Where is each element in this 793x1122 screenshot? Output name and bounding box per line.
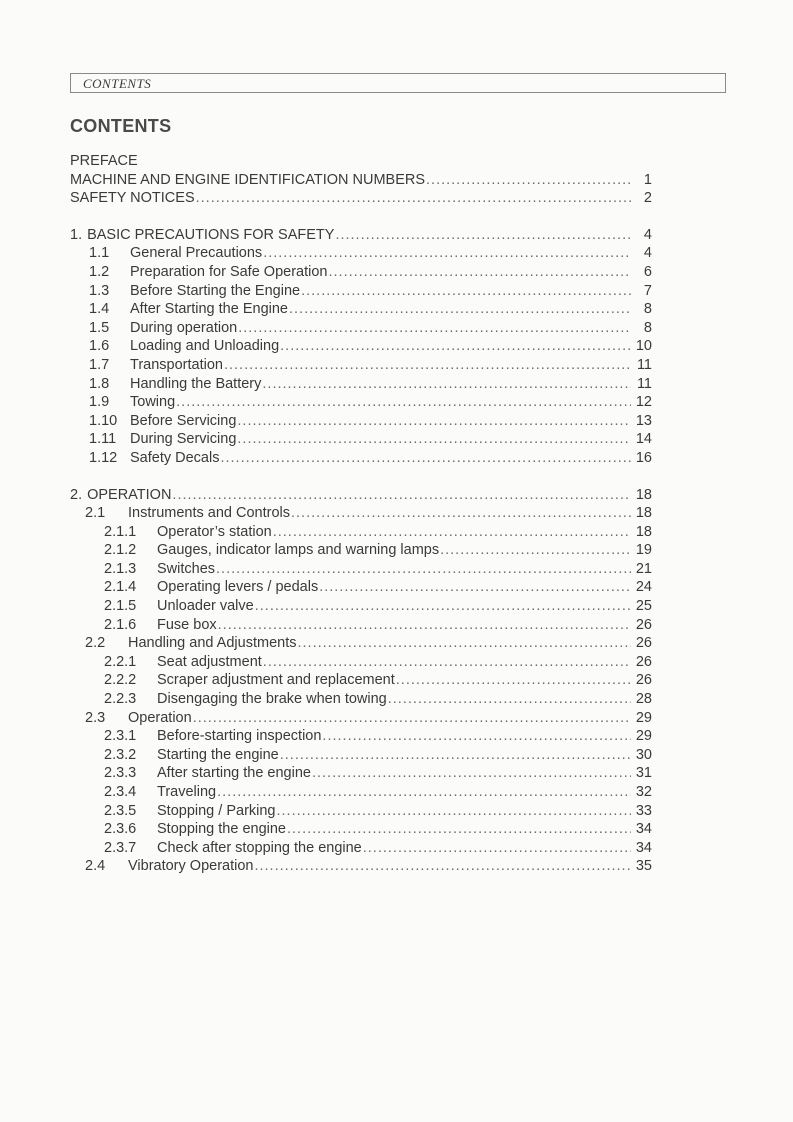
toc-page-number: 33 [635,802,652,819]
toc-section-number: 1.11 [89,431,117,448]
toc-page-number: 18 [635,505,652,522]
dot-leader [335,226,631,245]
toc-subsection-2-1-2[interactable] [70,541,652,560]
toc-chapter-number: 1. [70,226,83,243]
toc-section-title: Operator’s station [157,523,272,540]
toc-section-number: 1.2 [89,263,110,280]
toc-section-title: Before-starting inspection [157,728,322,745]
toc-page-number: 25 [635,598,652,615]
toc-subsection-2-1-4[interactable] [70,578,652,597]
dot-leader [238,319,631,338]
toc-subsection-2-3-6[interactable] [70,820,652,839]
toc-page-number: 18 [635,486,652,503]
toc-section-number: 2.1.5 [104,598,137,615]
toc-section-number: 1.7 [89,356,110,373]
toc-subsection-2-2-2[interactable] [70,671,652,690]
dot-leader [328,263,631,282]
toc-page-number: 31 [635,765,652,782]
toc-section-1-2[interactable] [70,263,652,282]
dot-leader [237,412,631,431]
dot-leader [297,634,631,653]
toc-section-number: 1.8 [89,375,110,392]
dot-leader [319,578,631,597]
dot-leader [287,820,631,839]
toc-subsection-2-3-2[interactable] [70,746,652,765]
toc-chapter-title: BASIC PRECAUTIONS FOR SAFETY [87,226,335,243]
toc-section-title: Unloader valve [157,598,254,615]
running-header [70,73,726,93]
dot-leader [176,393,631,412]
dot-leader [426,171,631,190]
dot-leader [440,541,631,560]
toc-section-2-2[interactable] [70,634,652,653]
toc-section-1-5[interactable] [70,319,652,338]
toc-chapter-1[interactable] [70,226,652,245]
toc-section-number: 2.1.2 [104,542,137,559]
toc-page-number: 7 [643,282,652,299]
toc-section-1-6[interactable] [70,337,652,356]
toc-section-title: Before Starting the Engine [130,282,301,299]
toc-section-number: 1.12 [89,449,118,466]
dot-leader [220,449,631,468]
toc-section-number: 1.9 [89,394,110,411]
dot-leader [263,244,631,263]
toc-section-title: Vibratory Operation [128,858,254,875]
toc-section-title: Switches [157,560,216,577]
toc-section-1-4[interactable] [70,300,652,319]
toc-section-1-3[interactable] [70,282,652,301]
dot-leader [301,282,631,301]
toc-page-number: 26 [635,616,652,633]
toc-entry-identification-numbers[interactable] [70,171,652,190]
toc-page-number: 12 [635,394,652,411]
toc-section-title: Safety Decals [130,449,220,466]
toc-section-number: 2.3.6 [104,821,137,838]
dot-leader [312,764,631,783]
toc-subsection-2-3-5[interactable] [70,802,652,821]
toc-subsection-2-3-1[interactable] [70,727,652,746]
toc-subsection-2-1-5[interactable] [70,597,652,616]
toc-section-title: Disengaging the brake when towing [157,691,387,708]
dot-leader [237,430,631,449]
toc-section-title: Scraper adjustment and replacement [157,672,395,689]
toc-subsection-2-3-7[interactable] [70,839,652,858]
toc-page-number: 8 [643,319,652,336]
toc-page-number: 10 [635,338,652,355]
toc-section-number: 2.3.1 [104,728,137,745]
toc-section-number: 1.10 [89,412,118,429]
toc-page-number: 34 [635,821,652,838]
toc-chapter-title: OPERATION [87,486,172,503]
toc-page-number: 34 [635,839,652,856]
toc-section-title: Transportation [130,356,223,373]
toc-entry-preface[interactable] [70,152,652,171]
dot-leader [172,486,631,505]
toc-section-number: 2.3.2 [104,746,137,763]
toc-section-title: Traveling [157,784,217,800]
toc-page-number: 6 [643,263,652,280]
dot-leader [277,802,632,821]
toc-page-number: 29 [635,728,652,745]
dot-leader [216,560,631,579]
toc-section-number: 2.1.4 [104,579,137,596]
toc-section-title: Handling and Adjustments [128,635,297,652]
dot-leader [254,857,631,876]
toc-section-2-3[interactable] [70,709,652,728]
toc-section-title: Check after stopping the engine [157,839,362,856]
dot-leader [263,653,631,672]
toc-page-number: 28 [635,691,652,708]
toc-section-title: During operation [130,319,238,336]
toc-entry-title: SAFETY NOTICES [70,190,195,207]
toc-page-number: 24 [635,579,652,596]
dot-leader [291,504,631,523]
toc-page-number: 16 [635,449,652,466]
toc-section-number: 1.1 [89,245,110,262]
toc-page-number: 21 [635,560,652,577]
toc-section-title: Loading and Unloading [130,338,280,355]
toc-page-number: 32 [635,784,652,800]
dot-leader [280,337,631,356]
toc-section-title: During Servicing [130,431,237,448]
toc-section-title: Fuse box [157,616,217,633]
toc-section-title: Operating levers / pedals [157,579,319,596]
toc-section-2-1[interactable] [70,504,652,523]
toc-section-title: Stopping / Parking [157,802,276,819]
toc-section-title: After starting the engine [157,765,311,782]
toc-section-title: Towing [130,394,176,411]
dot-leader [289,300,631,319]
dot-leader [193,709,631,728]
toc-page-number: 35 [635,858,652,875]
toc-page-number: 19 [635,542,652,559]
toc-section-title: After Starting the Engine [130,301,288,318]
toc-page-number: 29 [635,709,652,726]
toc-section-number: 2.1.6 [104,616,137,633]
dot-leader [273,523,631,542]
toc-section-number: 2.3.7 [104,839,137,856]
toc-subsection-2-2-3[interactable] [70,690,652,709]
toc-section-1-11[interactable] [70,430,652,449]
toc-section-title: Before Servicing [130,412,237,429]
toc-subsection-2-1-3[interactable] [70,560,652,579]
toc-section-number: 2.1.1 [104,523,137,540]
toc-section-1-12[interactable] [70,449,652,468]
toc-entry-title: PREFACE [70,153,138,169]
toc-page-number: 26 [635,653,652,670]
toc-section-1-9[interactable] [70,393,652,412]
toc-chapter-number: 2. [70,486,83,503]
toc-subsection-2-3-3[interactable] [70,764,652,783]
table-of-contents [70,152,652,876]
dot-leader [217,783,631,802]
toc-section-number: 2.3.3 [104,765,137,782]
toc-entry-safety-notices[interactable] [70,189,652,208]
toc-section-title: General Precautions [130,245,263,262]
toc-subsection-2-3-4[interactable] [70,783,652,802]
toc-subsection-2-2-1[interactable] [70,653,652,672]
toc-chapter-2[interactable] [70,486,652,505]
toc-section-number: 1.5 [89,319,110,336]
toc-entry-title: MACHINE AND ENGINE IDENTIFICATION NUMBERS [70,171,426,188]
toc-page-number: 11 [636,356,652,373]
dot-leader [388,690,631,709]
toc-page-number: 2 [643,190,652,207]
toc-page-number: 8 [643,301,652,318]
toc-section-2-4[interactable] [70,857,652,876]
toc-section-number: 2.4 [85,858,106,875]
dot-leader [262,375,631,394]
toc-section-title: Preparation for Safe Operation [130,263,328,280]
toc-subsection-2-1-1[interactable] [70,523,652,542]
page-title: CONTENTS [70,116,172,136]
dot-leader [218,616,631,635]
toc-page-number: 13 [635,412,652,429]
toc-section-number: 2.2.3 [104,691,137,708]
toc-page-number: 4 [643,226,652,243]
toc-page-number: 30 [635,746,652,763]
toc-section-number: 2.2.1 [104,653,137,670]
toc-section-number: 2.1 [85,505,106,522]
dot-leader [396,671,631,690]
toc-section-number: 2.3.5 [104,802,137,819]
running-header-label: CONTENTS [83,76,152,91]
toc-section-title: Instruments and Controls [128,505,290,522]
dot-leader [196,189,631,208]
toc-subsection-2-1-6[interactable] [70,616,652,635]
toc-section-title: Starting the engine [157,746,279,763]
toc-page-number: 26 [635,672,652,689]
toc-section-title: Gauges, indicator lamps and warning lamps [157,542,440,559]
toc-page-number: 26 [635,635,652,652]
toc-section-1-8[interactable] [70,375,652,394]
toc-section-number: 2.2 [85,635,106,652]
toc-page-number: 14 [635,431,652,448]
toc-section-number: 1.6 [89,338,110,355]
toc-section-title: Stopping the engine [157,821,286,838]
toc-page-number: 4 [643,245,652,262]
dot-leader [224,356,631,375]
toc-page-number: 18 [635,523,652,540]
toc-page-number: 1 [643,171,652,188]
toc-section-title: Operation [128,709,192,726]
toc-section-number: 2.3 [85,709,106,726]
toc-page-number: 11 [636,375,652,392]
toc-section-1-7[interactable] [70,356,652,375]
dot-leader [280,746,631,765]
toc-section-number: 1.3 [89,282,110,299]
toc-section-number: 2.1.3 [104,560,137,577]
toc-section-title: Seat adjustment [157,653,262,670]
toc-section-1-10[interactable] [70,412,652,431]
toc-section-number: 2.3.4 [104,784,137,800]
dot-leader [322,727,631,746]
dot-leader [255,597,631,616]
toc-section-number: 1.4 [89,301,110,318]
toc-section-1-1[interactable] [70,244,652,263]
dot-leader [363,839,631,858]
toc-section-title: Handling the Battery [130,375,262,392]
toc-section-number: 2.2.2 [104,672,137,689]
